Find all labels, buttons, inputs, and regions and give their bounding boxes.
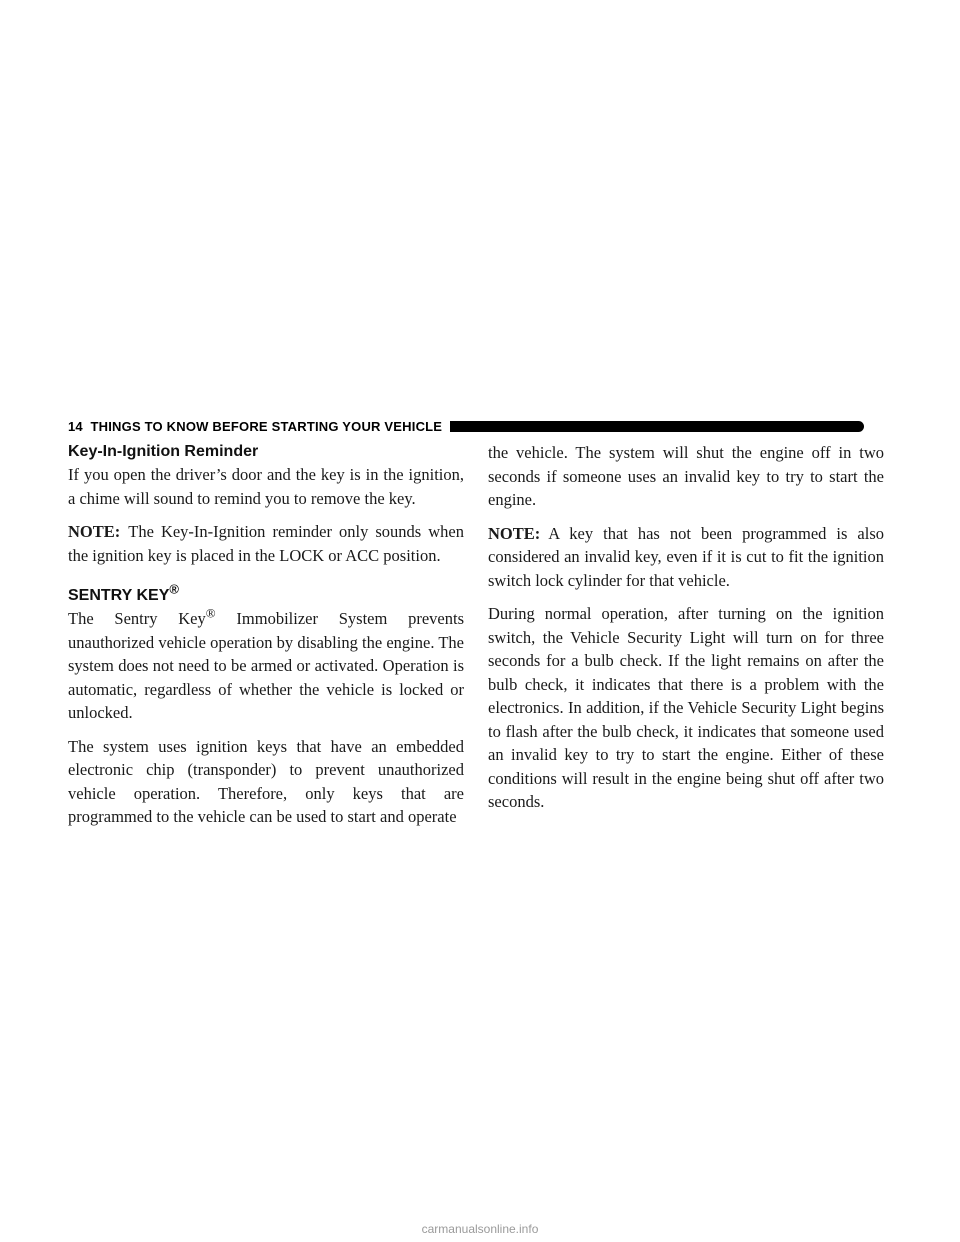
heading-sentry-key xyxy=(68,581,464,607)
paragraph-security-light: During normal operation, after turning on the ignition switch, the Vehicle Security Light will turn on for three seconds for a bulb check. If the light remains on after the bulb check, it indicates that there is a problem with the electronics. In addition, if the Vehicle Security Light begins to flash after the bulb check, it indicates that someone used an invalid key to try to start the engine. Either of these conditions will result in the engine being shut off after two seconds. xyxy=(488,604,884,811)
immobilizer-text-b: Immobilizer System prevents unauthorized vehicle operation by disabling the engine. The system does not need to be armed or activated. Operation is automatic, regardless of whether the vehicle is locked or unlocked. xyxy=(68,609,464,722)
immobilizer-text-a: The Sentry Key xyxy=(68,609,206,628)
heading-sentry-key-text: SENTRY KEY xyxy=(68,587,170,604)
header-text xyxy=(68,419,442,434)
page-header xyxy=(68,417,864,435)
note-label: NOTE: xyxy=(68,522,121,541)
heading-key-in-ignition: Key-In-Ignition Reminder xyxy=(68,443,259,460)
watermark: carmanualsonline.info xyxy=(421,1222,539,1236)
registered-symbol: ® xyxy=(205,605,216,621)
section-title: THINGS TO KNOW BEFORE STARTING YOUR VEHICLE xyxy=(90,418,443,434)
note-text: The Key-In-Ignition reminder only sounds when the ignition key is placed in the LOCK or ACC position. xyxy=(68,522,464,565)
note-text: A key that has not been programmed is also considered an invalid key, even if it is cut to fit the ignition switch lock cylinder for that vehicle. xyxy=(488,523,884,590)
left-column xyxy=(68,441,464,839)
page-number: 14 xyxy=(68,418,83,434)
paragraph-shut-off: the vehicle. The system will shut the engine off in two seconds if someone uses an invalid key to try to start the engine. xyxy=(488,443,884,509)
note-invalid-key xyxy=(488,522,884,593)
note-key-in-ignition xyxy=(68,520,464,567)
paragraph-immobilizer xyxy=(68,607,464,725)
registered-symbol: ® xyxy=(169,581,179,597)
paragraph-chime: If you open the driver’s door and the key is in the ignition, a chime will sound to remind you to remove the key. xyxy=(68,465,464,508)
header-rule xyxy=(450,421,864,432)
right-column xyxy=(488,441,884,824)
note-label: NOTE: xyxy=(488,523,541,543)
paragraph-transponder: The system uses ignition keys that have an embedded electronic chip (transponder) to prevent unauthorized vehicle operation. Therefore, only keys that are programmed to the vehicle can be used to start and operate xyxy=(68,736,464,826)
